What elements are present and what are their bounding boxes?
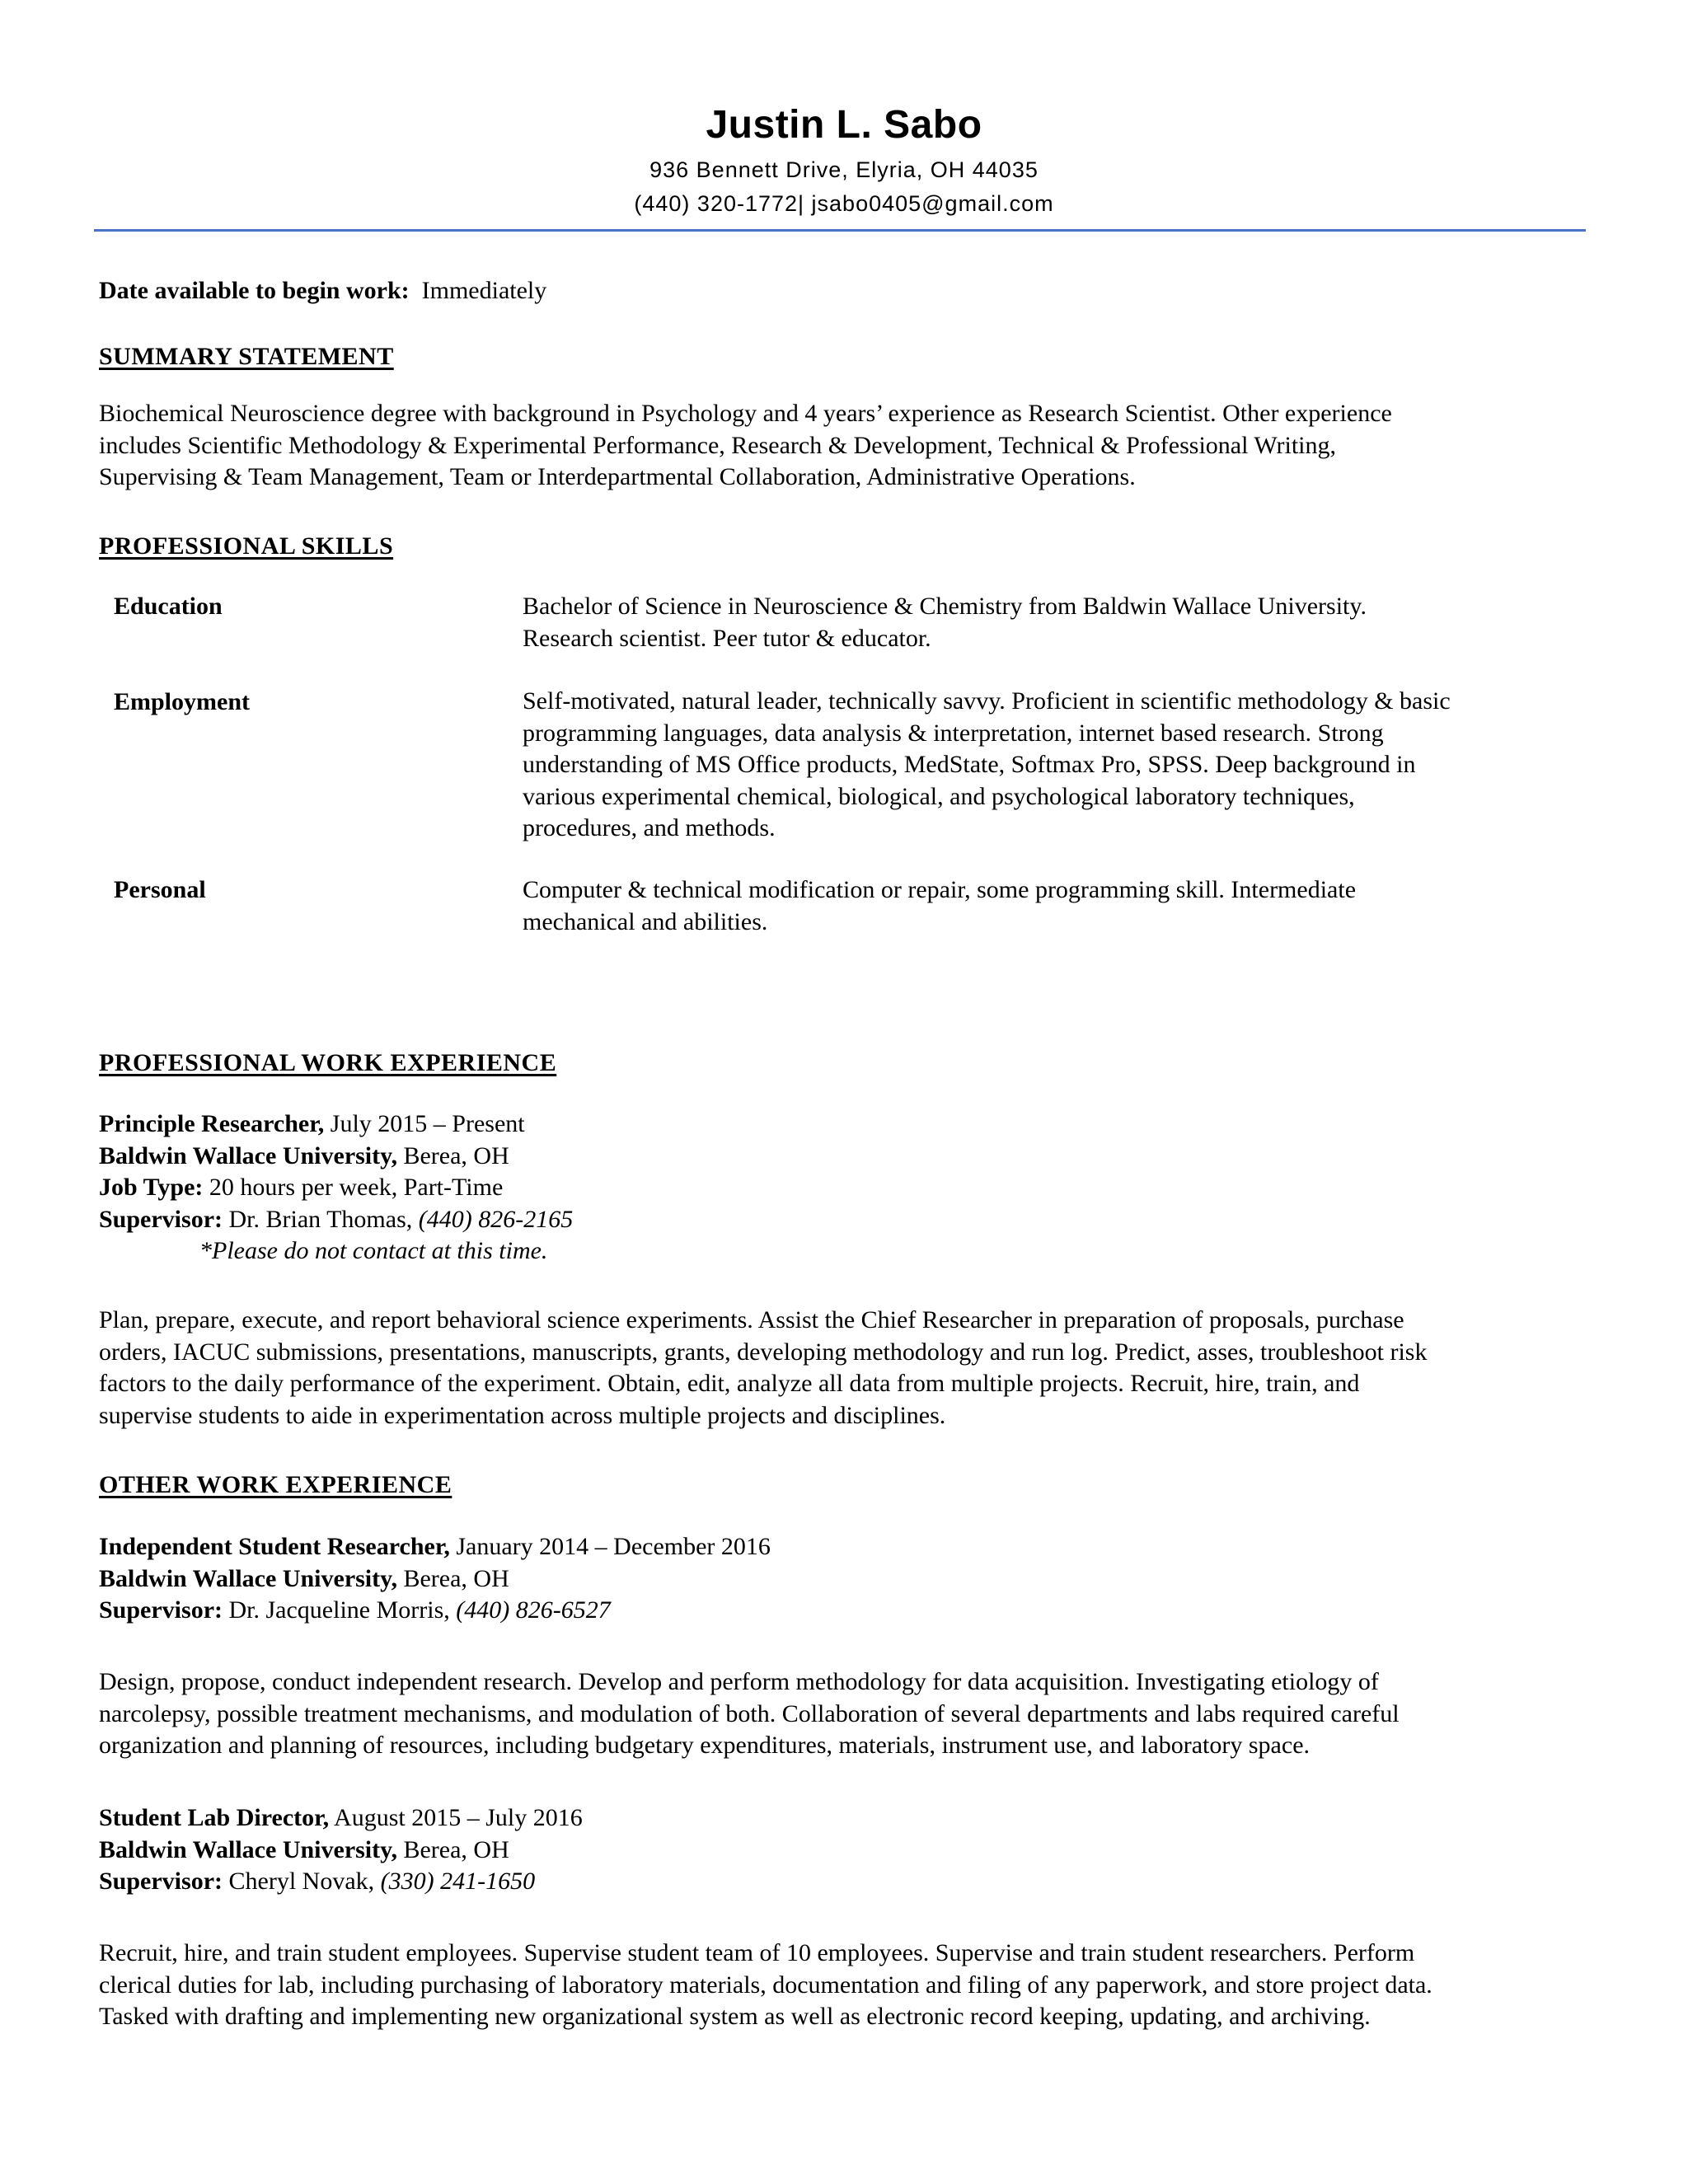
summary-line: includes Scientific Methodology & Experimental Performance, Research & Development, Technical & Professional Writing,	[99, 431, 1337, 459]
job-dates: July 2015 – Present	[324, 1110, 525, 1137]
summary-heading: SUMMARY STATEMENT	[99, 343, 394, 370]
job-description	[99, 1305, 1427, 1432]
professional-experience-heading: PROFESSIONAL WORK EXPERIENCE	[99, 1049, 557, 1076]
skill-line: programming languages, data analysis & interpretation, internet based research. Strong	[523, 719, 1384, 747]
supervisor-label: Supervisor:	[99, 1205, 223, 1233]
job-title: Independent Student Researcher,	[99, 1533, 450, 1560]
summary-line: Biochemical Neuroscience degree with background in Psychology and 4 years’ experience as Research Scientist. Other experience	[99, 400, 1392, 427]
job-dates: August 2015 – July 2016	[329, 1804, 583, 1831]
skill-line: Research scientist. Peer tutor & educator.	[523, 624, 931, 652]
skills-heading: PROFESSIONAL SKILLS	[99, 532, 394, 560]
phone-email: (440) 320-1772| jsabo0405@gmail.com	[634, 191, 1054, 216]
skill-label-education: Education	[114, 593, 223, 620]
job-independent-researcher	[99, 1531, 771, 1627]
job-location: Berea, OH	[396, 1564, 509, 1592]
supervisor-phone: (440) 826-2165	[418, 1205, 574, 1233]
skill-line: Computer & technical modification or repair, some programming skill. Intermediate	[523, 876, 1357, 903]
job-org: Baldwin Wallace University,	[99, 1564, 397, 1592]
description-line: Tasked with drafting and implementing new organizational system as well as electronic record keeping, updating, and archiving.	[99, 2003, 1371, 2030]
job-description	[99, 1938, 1432, 2033]
job-title: Student Lab Director,	[99, 1804, 330, 1831]
availability-value: Immediately	[421, 277, 547, 304]
job-dates: January 2014 – December 2016	[449, 1533, 771, 1560]
job-type-value: 20 hours per week, Part-Time	[203, 1174, 504, 1201]
description-line: Plan, prepare, execute, and report behavioral science experiments. Assist the Chief Researcher in preparation of proposals, purchase	[99, 1306, 1404, 1333]
description-line: supervise students to aide in experimentation across multiple projects and disciplines.	[99, 1401, 946, 1429]
availability-line	[99, 274, 546, 307]
supervisor-label: Supervisor:	[99, 1868, 223, 1895]
job-location: Berea, OH	[396, 1141, 509, 1169]
skill-line: understanding of MS Office products, MedState, Softmax Pro, SPSS. Deep background in	[523, 751, 1416, 778]
summary-line: Supervising & Team Management, Team or Interdepartmental Collaboration, Administrative Operations.	[99, 463, 1136, 490]
supervisor-name: Cheryl Novak,	[223, 1868, 381, 1895]
description-line: factors to the daily performance of the experiment. Obtain, edit, analyze all data from multiple projects. Recruit, hire, train, and	[99, 1370, 1360, 1397]
description-line: Recruit, hire, and train student employees. Supervise student team of 10 employees. Supervise and train student researchers. Perform	[99, 1939, 1415, 1966]
other-experience-heading: OTHER WORK EXPERIENCE	[99, 1471, 452, 1498]
candidate-name: Justin L. Sabo	[706, 103, 982, 147]
availability-label: Date available to begin work:	[99, 277, 410, 304]
address: 936 Bennett Drive, Elyria, OH 44035	[649, 157, 1039, 182]
skill-line: various experimental chemical, biological, and psychological laboratory techniques,	[523, 782, 1355, 810]
supervisor-name: Dr. Jacqueline Morris,	[223, 1596, 457, 1624]
skill-text-personal	[523, 874, 1356, 938]
job-title: Principle Researcher,	[99, 1110, 325, 1137]
skill-line: Self-motivated, natural leader, technically savvy. Proficient in scientific methodology & basic	[523, 687, 1451, 715]
contact-note: *Please do not contact at this time.	[199, 1237, 548, 1264]
job-type-label: Job Type:	[99, 1174, 204, 1201]
skill-label-employment: Employment	[114, 688, 250, 715]
description-line: narcolepsy, possible treatment mechanisms, and modulation of both. Collaboration of several departments and labs required careful	[99, 1699, 1400, 1727]
supervisor-phone: (330) 241-1650	[380, 1868, 536, 1895]
summary-text	[99, 398, 1392, 494]
description-line: clerical duties for lab, including purchasing of laboratory materials, documentation and filing of any paperwork, and store project data.	[99, 1971, 1432, 1999]
supervisor-label: Supervisor:	[99, 1596, 223, 1624]
job-org: Baldwin Wallace University,	[99, 1835, 397, 1863]
job-location: Berea, OH	[396, 1835, 509, 1863]
job-student-lab-director	[99, 1802, 583, 1898]
skill-text-education	[523, 591, 1367, 654]
skill-label-personal: Personal	[114, 876, 206, 903]
supervisor-name: Dr. Brian Thomas,	[223, 1205, 419, 1233]
description-line: Design, propose, conduct independent research. Develop and perform methodology for data acquisition. Investigating etiology of	[99, 1668, 1379, 1695]
description-line: orders, IACUC submissions, presentations, manuscripts, grants, developing methodology and run log. Predict, asses, troubleshoot risk	[99, 1338, 1428, 1366]
job-principle-researcher	[99, 1108, 573, 1268]
header-divider	[94, 229, 1586, 232]
description-line: organization and planning of resources, including budgetary expenditures, materials, instrument use, and laboratory space.	[99, 1732, 1311, 1759]
skill-line: mechanical and abilities.	[523, 907, 768, 935]
skill-line: procedures, and methods.	[523, 814, 776, 841]
skill-line: Bachelor of Science in Neuroscience & Chemistry from Baldwin Wallace University.	[523, 593, 1367, 620]
skill-text-employment	[523, 686, 1451, 845]
supervisor-phone: (440) 826-6527	[456, 1596, 611, 1624]
job-org: Baldwin Wallace University,	[99, 1141, 397, 1169]
job-description	[99, 1666, 1400, 1762]
